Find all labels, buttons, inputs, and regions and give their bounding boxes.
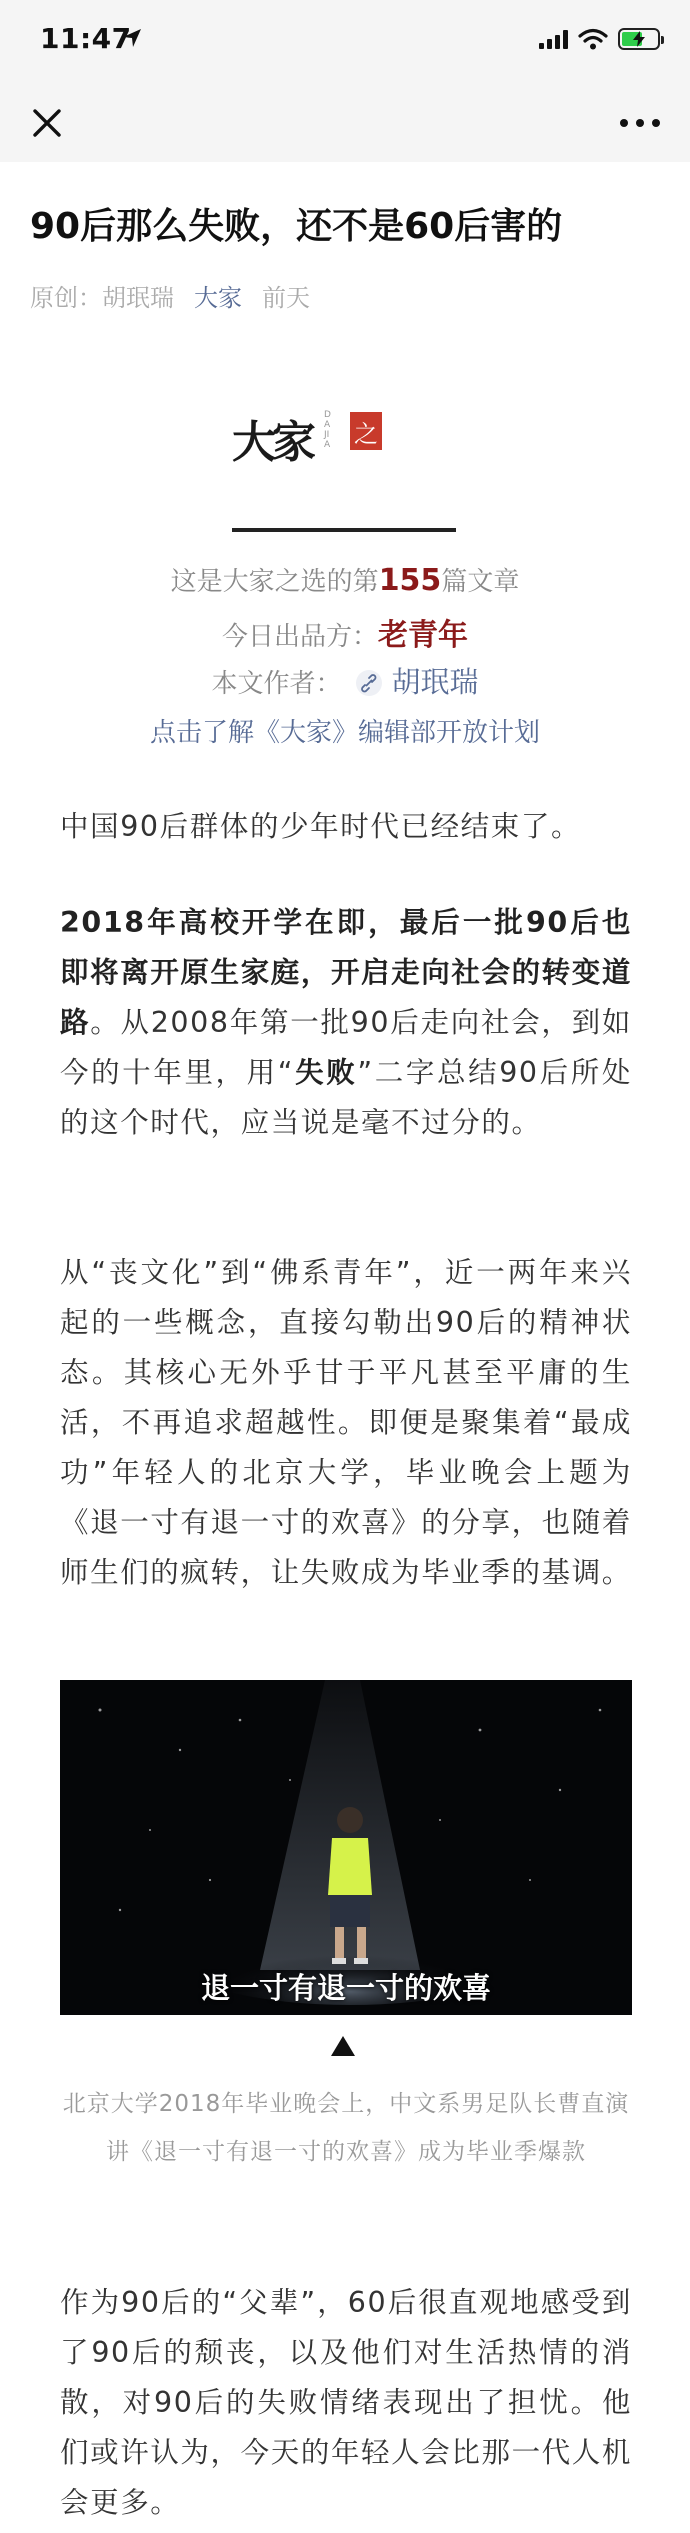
paragraph-2-part-b: ”二字总结90后所处的这个时代，应当说是毫不过分的。: [60, 1056, 632, 1139]
stage-photo-illustration: [60, 1680, 632, 2015]
author-label: 本文作者：: [211, 669, 342, 699]
dajia-logo: [232, 400, 392, 470]
meta-original-label: 原创：: [30, 284, 102, 312]
image-subtitle: 退一寸有退一寸的欢喜: [200, 1971, 491, 2005]
close-icon[interactable]: [24, 100, 70, 146]
paragraph-2-bold: 2018年高校开学在即，最后一批90后也即将离开原生家庭，开启走向社会的转变道路: [60, 906, 632, 1039]
article-number: 155: [378, 563, 442, 598]
battery-icon: [618, 28, 660, 50]
producer-label: 今日出品方：: [221, 622, 378, 652]
charging-bolt-icon: [632, 31, 646, 47]
producer-line: [0, 610, 690, 654]
logo-vertical-text: DAJIA: [324, 410, 331, 450]
meta-original-author: [30, 278, 174, 313]
line1-suffix: 篇文章: [441, 567, 520, 597]
nav-bar: [0, 84, 690, 162]
meta-author: 胡珉瑞: [102, 284, 174, 312]
meta-time: 前天: [262, 284, 310, 312]
author-link[interactable]: 胡珉瑞: [391, 665, 479, 699]
meta-account-link[interactable]: 大家: [194, 284, 242, 312]
paragraph-2: [60, 898, 632, 1148]
line1-prefix: 这是大家之选的第: [170, 567, 379, 597]
article-meta: [30, 278, 310, 313]
paragraph-4: 作为90后的“父辈”，60后很直观地感受到了90后的颓丧，以及他们对生活热情的消散，对90后的失败情绪表现出了担忧。他们或许认为，今天的年轻人会比那一代人机会更多。: [60, 2286, 632, 2519]
paragraph-2-bold-keyword: 失败: [294, 1056, 358, 1089]
producer-name: 老青年: [378, 618, 468, 653]
link-icon: [356, 670, 382, 696]
open-plan-line: [0, 712, 690, 749]
more-options-icon[interactable]: [614, 100, 666, 146]
paragraph-2-part-a: 。从2008年第一批90后走向社会，到如今的十年里，用“: [60, 1006, 632, 1089]
article-title: 90后那么失败，还不是60后害的: [30, 206, 563, 247]
author-line: [0, 660, 690, 701]
image-caption: 北京大学2018年毕业晚会上，中文系男足队长曹直演讲《退一寸有退一寸的欢喜》成为毕业季爆款: [62, 2091, 630, 2165]
paragraph-1: 中国90后群体的少年时代已经结束了。: [60, 810, 582, 843]
status-bar: [0, 0, 690, 84]
masthead-divider: [232, 528, 456, 532]
caption-pointer-icon: [330, 2035, 356, 2057]
logo-text: 大家: [232, 417, 312, 468]
cellular-signal-icon: [539, 29, 568, 49]
logo-seal: 之: [350, 412, 382, 450]
paragraph-3: 从“丧文化”到“佛系青年”，近一两年来兴起的一些概念，直接勾勒出90后的精神状态。其核心无外乎甘于平凡甚至平庸的生活，不再追求超越性。即便是聚集着“最成功”年轻人的北京大学，毕业晚会上题为《退一寸有退一寸的欢喜》的分享，也随着师生们的疯转，让失败成为毕业季的基调。: [60, 1256, 632, 1589]
status-time: 11:47: [40, 22, 132, 55]
wifi-icon: [578, 28, 608, 50]
article-number-line: [0, 561, 690, 598]
article-image[interactable]: [60, 1680, 632, 2015]
location-arrow-icon: [121, 27, 143, 49]
open-plan-link[interactable]: 点击了解《大家》编辑部开放计划: [149, 718, 540, 748]
status-indicators: [539, 24, 660, 54]
